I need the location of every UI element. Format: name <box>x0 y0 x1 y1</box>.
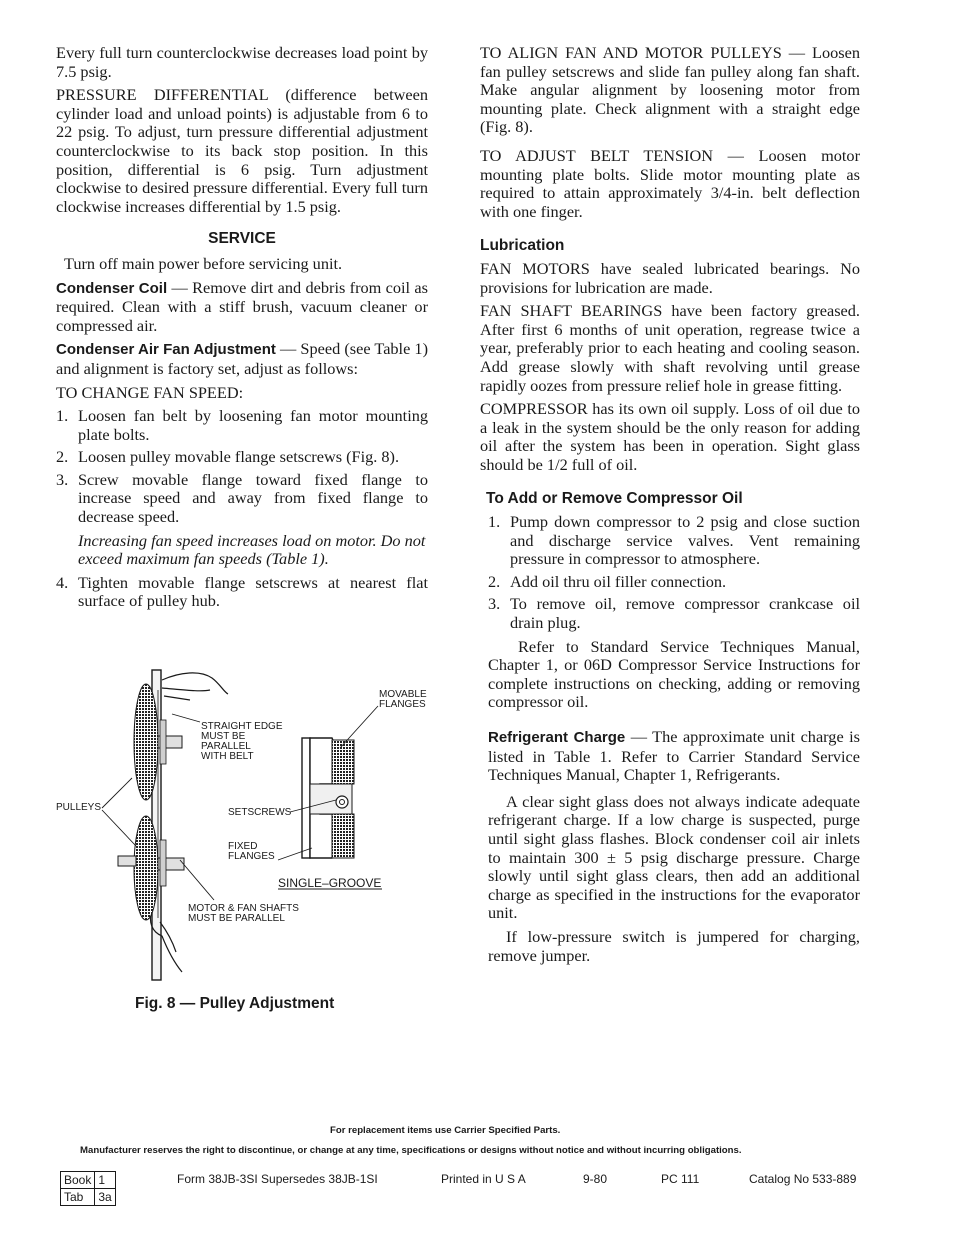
fan-speed-steps <box>56 407 428 527</box>
list-item: 4. Tighten movable flange setscrews at nearest flat surface of pulley hub. <box>56 572 428 611</box>
change-fan-speed-heading: TO CHANGE FAN SPEED: <box>56 382 244 402</box>
oil-steps <box>488 513 860 633</box>
book-value: 1 <box>95 1172 115 1189</box>
label-single-groove: SINGLE–GROOVE <box>278 876 382 890</box>
sight-glass-paragraph: A clear sight glass does not always indicate adequate refrigerant charge. If a low charge is suspected, purge until sight glass flashes. Block condenser coil air inlets to maintain 300 ± 5 psig discharge pressure. Charge slowly until sight glass clears, then add an additional charge as specified in the instructions for the evaporator unit. <box>488 791 860 923</box>
label-shafts: MOTOR & FAN SHAFTS <box>188 903 299 914</box>
upper-pulley <box>134 684 158 800</box>
lower-hub <box>160 840 166 886</box>
form-number: Form 38JB-3SI Supersedes 38JB-1SI <box>177 1172 378 1186</box>
list-item: 1. Pump down compressor to 2 psig and close suction and discharge service valves. Vent remaining pressure in compressor to atmosphere. <box>488 512 860 569</box>
fan-shaft-paragraph: FAN SHAFT BEARINGS have been factory greased. After first 6 months of unit operation, regrease twice a year, preferably prior to each heating and cooling season. Add grease slowly with shaft revolving until grease rapidly oozes from pressure relief hole in grease fitting. <box>480 301 860 395</box>
fan-adjustment-text: — Speed (see Table 1) and alignment is factory set, adjust as follows: <box>56 339 428 378</box>
label-fixed: FIXED <box>228 841 258 852</box>
label-with-belt: WITH BELT <box>201 751 254 762</box>
label-pulleys: PULLEYS <box>56 802 102 813</box>
label-setscrews: SETSCREWS <box>228 807 292 818</box>
list-item: 2. Add oil thru oil filler connection. <box>488 571 727 591</box>
jumper-paragraph: If low-pressure switch is jumpered for charging, remove jumper. <box>488 926 860 965</box>
pressure-differential-paragraph: PRESSURE DIFFERENTIAL (difference between cylinder load and unload points) is adjustable from 6 to 22 psig. To adjust, turn pressure differential adjustment counterclockwise to its back stop position. In this position, differential is 6 psig. Turn adjustment clockwise to desired pressure differential. Every full turn clockwise increases differential by 1.5 psig. <box>56 85 428 216</box>
list-item: 2. Loosen pulley movable flange setscrews (Fig. 8). <box>56 447 400 467</box>
align-pulleys-paragraph: TO ALIGN FAN AND MOTOR PULLEYS — Loosen fan pulley setscrews and slide fan pulley along fan shaft. Make angular alignment by loosening motor from mounting plate. Check alignment with a straight edge (Fig. 8). <box>480 43 860 137</box>
condenser-coil-text: — Remove dirt and debris from coil as required. Clean with a stiff brush, vacuum cleaner or compressed air. <box>56 277 428 335</box>
fan-speed-warning: Increasing fan speed increases load on motor. Do not exceed maximum fan speeds (Table 1). <box>78 530 426 569</box>
service-intro: Turn off main power before servicing unit. <box>64 253 343 273</box>
label-straight-edge: STRAIGHT EDGE <box>201 721 283 732</box>
right-column <box>480 44 860 970</box>
lubrication-heading: Lubrication <box>480 237 565 255</box>
single-groove-pulley <box>302 738 354 858</box>
replacement-note: For replacement items use Carrier Specified Parts. <box>330 1125 561 1136</box>
tab-label: Tab <box>61 1189 95 1206</box>
compressor-paragraph: COMPRESSOR has its own oil supply. Loss of oil due to a leak in the system should be the only reason for adding oil after the system has been in operation. Sight glass should be 1/2 full of oil. <box>480 399 860 474</box>
service-heading: SERVICE <box>208 230 276 248</box>
book-tab-box <box>60 1171 116 1206</box>
refrigerant-charge-paragraph <box>488 728 860 785</box>
catalog-number: Catalog No 533-889 <box>749 1172 857 1186</box>
condenser-coil-lead: Condenser Coil <box>56 279 168 297</box>
refrigerant-charge-lead: Refrigerant Charge <box>488 729 626 746</box>
left-column <box>56 44 428 616</box>
list-item: 3. Screw movable flange toward fixed flange to increase speed and away from fixed flange to decrease speed. <box>56 469 428 527</box>
book-label: Book <box>61 1172 95 1189</box>
figure-caption: Fig. 8 — Pulley Adjustment <box>135 995 335 1012</box>
pc-number: PC 111 <box>661 1172 700 1186</box>
label-must-be-parallel: MUST BE PARALLEL <box>188 913 285 924</box>
leader-straight-edge <box>172 714 200 722</box>
print-date: 9-80 <box>583 1172 608 1186</box>
label-movable: MOVABLE <box>379 689 427 700</box>
leader-shafts <box>180 860 214 900</box>
condenser-coil-paragraph <box>56 279 428 336</box>
lower-pulley <box>134 816 158 920</box>
refrigerant-charge-text: — The approximate unit charge is listed in Table 1. Refer to Carrier Standard Service Techniques Manual, Chapter 1, Refrigerants. <box>488 727 860 785</box>
hand-top-outline <box>162 673 228 700</box>
label-flanges: FLANGES <box>379 699 426 710</box>
intro-paragraph: Every full turn counterclockwise decreases load point by 7.5 psig. <box>56 43 428 81</box>
label-fixed-flanges: FLANGES <box>228 851 275 862</box>
pulley-adjustment-figure <box>40 660 440 990</box>
oil-heading: To Add or Remove Compressor Oil <box>486 490 743 508</box>
leader-pulleys-lower <box>102 810 136 846</box>
fan-motors-paragraph: FAN MOTORS have sealed lubricated bearings. No provisions for lubrication are made. <box>480 258 860 297</box>
fan-speed-steps-continued <box>56 574 428 611</box>
list-item: 3. To remove oil, remove compressor crankcase oil drain plug. <box>488 594 860 633</box>
label-must-be: MUST BE <box>201 731 246 742</box>
refer-paragraph: Refer to Standard Service Techniques Manual, Chapter 1, or 06D Compressor Service Instructions for complete instructions on checking, adding or removing compressor oil. <box>488 636 860 712</box>
disclaimer: Manufacturer reserves the right to discontinue, or change at any time, specifications or designs without notice and without incurring obligations. <box>80 1145 742 1156</box>
fan-adjustment-paragraph <box>56 340 428 378</box>
label-parallel: PARALLEL <box>201 741 251 752</box>
tab-value: 3a <box>95 1189 115 1206</box>
list-item: 1. Loosen fan belt by loosening fan motor mounting plate bolts. <box>56 406 428 444</box>
lower-shaft-left <box>118 856 136 866</box>
leader-movable-flanges <box>340 706 378 748</box>
belt-tension-paragraph: TO ADJUST BELT TENSION — Loosen motor mounting plate bolts. Slide motor mounting plate as required to attain approximately 3/4-in. belt deflection with one finger. <box>480 145 860 221</box>
printed-in: Printed in U S A <box>441 1172 526 1186</box>
fan-adjustment-lead: Condenser Air Fan Adjustment <box>56 341 276 359</box>
upper-hub <box>160 720 166 764</box>
leader-pulleys-upper <box>102 778 132 808</box>
